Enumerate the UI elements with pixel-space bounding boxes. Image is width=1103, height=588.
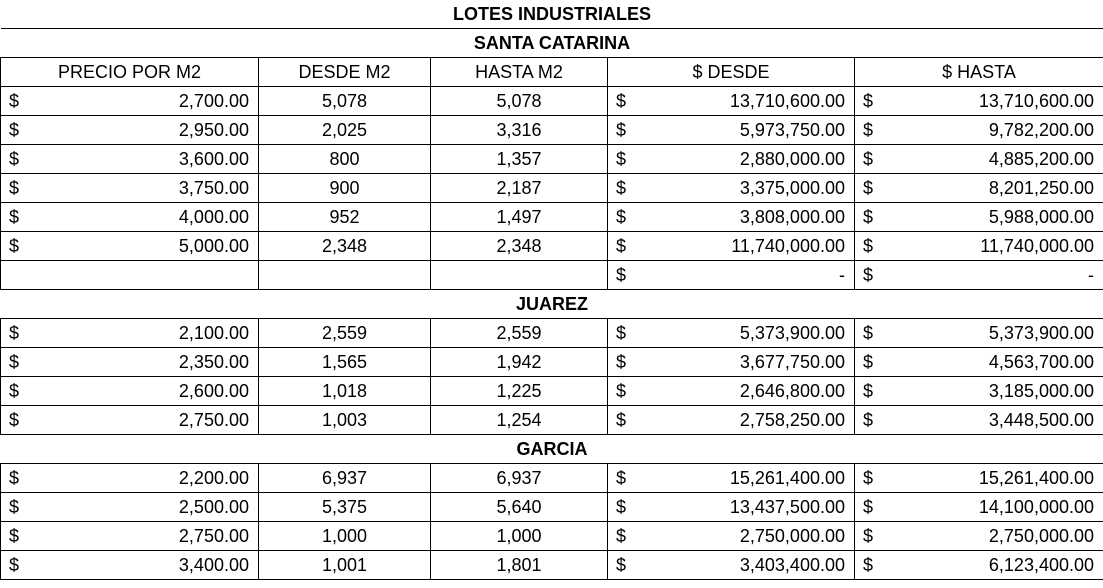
empty-row bbox=[1, 261, 1103, 290]
precio-por-m2-cell: 2,950.00 bbox=[31, 116, 259, 145]
hasta-m2-cell: 1,357 bbox=[431, 145, 608, 174]
precio-por-m2-cell: 2,100.00 bbox=[31, 319, 259, 348]
currency-sign: $ bbox=[608, 232, 638, 261]
desde-monto-cell: 13,710,600.00 bbox=[638, 87, 855, 116]
hasta-m2-cell: 6,937 bbox=[431, 464, 608, 493]
precio-por-m2-cell: 4,000.00 bbox=[31, 203, 259, 232]
table-row bbox=[1, 348, 1103, 377]
desde-m2-cell: 1,003 bbox=[259, 406, 431, 435]
section-row-santa-catarina bbox=[1, 29, 1103, 58]
hasta-monto-cell: 3,185,000.00 bbox=[885, 377, 1103, 406]
section-title-santa-catarina: SANTA CATARINA bbox=[1, 29, 1103, 58]
currency-sign: $ bbox=[608, 522, 638, 551]
currency-sign: $ bbox=[855, 203, 885, 232]
currency-sign: $ bbox=[1, 348, 31, 377]
desde-m2-cell: 5,375 bbox=[259, 493, 431, 522]
currency-sign: $ bbox=[608, 116, 638, 145]
empty-cell bbox=[259, 261, 431, 290]
hasta-monto-cell: 6,123,400.00 bbox=[885, 551, 1103, 580]
currency-sign: $ bbox=[608, 406, 638, 435]
hasta-m2-cell: 5,640 bbox=[431, 493, 608, 522]
hasta-monto-cell: 9,782,200.00 bbox=[885, 116, 1103, 145]
currency-sign: $ bbox=[855, 145, 885, 174]
hasta-m2-cell: 1,801 bbox=[431, 551, 608, 580]
desde-monto-cell: 3,677,750.00 bbox=[638, 348, 855, 377]
table-row bbox=[1, 406, 1103, 435]
currency-sign: $ bbox=[1, 116, 31, 145]
precio-por-m2-cell: 2,700.00 bbox=[31, 87, 259, 116]
currency-sign: $ bbox=[855, 174, 885, 203]
desde-monto-cell: 3,375,000.00 bbox=[638, 174, 855, 203]
hasta-monto-cell: 4,563,700.00 bbox=[885, 348, 1103, 377]
currency-sign: $ bbox=[855, 551, 885, 580]
hasta-monto-cell: 5,373,900.00 bbox=[885, 319, 1103, 348]
desde-m2-cell: 900 bbox=[259, 174, 431, 203]
currency-sign: $ bbox=[608, 493, 638, 522]
hasta-m2-cell: 3,316 bbox=[431, 116, 608, 145]
desde-m2-cell: 1,000 bbox=[259, 522, 431, 551]
desde-monto-cell: 3,808,000.00 bbox=[638, 203, 855, 232]
desde-m2-cell: 2,559 bbox=[259, 319, 431, 348]
hasta-m2-cell: 5,078 bbox=[431, 87, 608, 116]
desde-monto-cell: 15,261,400.00 bbox=[638, 464, 855, 493]
currency-sign: $ bbox=[855, 377, 885, 406]
currency-sign: $ bbox=[608, 145, 638, 174]
currency-sign: $ bbox=[1, 406, 31, 435]
section-title-garcia: GARCIA bbox=[1, 435, 1103, 464]
currency-sign: $ bbox=[855, 261, 885, 290]
hasta-monto-cell: 15,261,400.00 bbox=[885, 464, 1103, 493]
desde-monto-cell: 5,973,750.00 bbox=[638, 116, 855, 145]
hasta-monto-cell: 14,100,000.00 bbox=[885, 493, 1103, 522]
precio-por-m2-cell: 5,000.00 bbox=[31, 232, 259, 261]
precio-por-m2-cell: 2,750.00 bbox=[31, 406, 259, 435]
desde-monto-cell: 2,646,800.00 bbox=[638, 377, 855, 406]
desde-monto-cell: 2,758,250.00 bbox=[638, 406, 855, 435]
currency-sign: $ bbox=[855, 522, 885, 551]
currency-sign: $ bbox=[855, 348, 885, 377]
table-row bbox=[1, 232, 1103, 261]
currency-sign: $ bbox=[855, 464, 885, 493]
hasta-m2-cell: 1,497 bbox=[431, 203, 608, 232]
desde-monto-dash: - bbox=[638, 261, 855, 290]
table-row bbox=[1, 174, 1103, 203]
table-row bbox=[1, 145, 1103, 174]
precio-por-m2-cell: 3,750.00 bbox=[31, 174, 259, 203]
hasta-monto-cell: 13,710,600.00 bbox=[885, 87, 1103, 116]
currency-sign: $ bbox=[608, 261, 638, 290]
header-desde-m2: DESDE M2 bbox=[259, 58, 431, 87]
hasta-m2-cell: 2,348 bbox=[431, 232, 608, 261]
precio-por-m2-cell: 3,400.00 bbox=[31, 551, 259, 580]
currency-sign: $ bbox=[1, 87, 31, 116]
currency-sign: $ bbox=[1, 232, 31, 261]
desde-m2-cell: 5,078 bbox=[259, 87, 431, 116]
currency-sign: $ bbox=[1, 319, 31, 348]
precio-por-m2-cell: 2,750.00 bbox=[31, 522, 259, 551]
hasta-monto-cell: 3,448,500.00 bbox=[885, 406, 1103, 435]
table-row bbox=[1, 493, 1103, 522]
header-hasta-monto: $ HASTA bbox=[855, 58, 1103, 87]
desde-m2-cell: 2,348 bbox=[259, 232, 431, 261]
currency-sign: $ bbox=[1, 377, 31, 406]
hasta-monto-cell: 5,988,000.00 bbox=[885, 203, 1103, 232]
desde-monto-cell: 11,740,000.00 bbox=[638, 232, 855, 261]
hasta-monto-cell: 8,201,250.00 bbox=[885, 174, 1103, 203]
section-row-juarez bbox=[1, 290, 1103, 319]
desde-monto-cell: 2,750,000.00 bbox=[638, 522, 855, 551]
currency-sign: $ bbox=[1, 551, 31, 580]
table-row bbox=[1, 203, 1103, 232]
hasta-monto-cell: 4,885,200.00 bbox=[885, 145, 1103, 174]
desde-m2-cell: 1,001 bbox=[259, 551, 431, 580]
precio-por-m2-cell: 2,600.00 bbox=[31, 377, 259, 406]
desde-m2-cell: 6,937 bbox=[259, 464, 431, 493]
page-title: LOTES INDUSTRIALES bbox=[1, 0, 1103, 29]
table-body bbox=[1, 0, 1103, 580]
currency-sign: $ bbox=[855, 116, 885, 145]
hasta-monto-cell: 11,740,000.00 bbox=[885, 232, 1103, 261]
currency-sign: $ bbox=[608, 319, 638, 348]
table-row bbox=[1, 87, 1103, 116]
currency-sign: $ bbox=[1, 493, 31, 522]
currency-sign: $ bbox=[608, 377, 638, 406]
currency-sign: $ bbox=[608, 87, 638, 116]
currency-sign: $ bbox=[608, 203, 638, 232]
table-row bbox=[1, 522, 1103, 551]
desde-monto-cell: 13,437,500.00 bbox=[638, 493, 855, 522]
currency-sign: $ bbox=[608, 174, 638, 203]
table-row bbox=[1, 116, 1103, 145]
hasta-m2-cell: 1,225 bbox=[431, 377, 608, 406]
currency-sign: $ bbox=[855, 319, 885, 348]
hasta-monto-dash: - bbox=[885, 261, 1103, 290]
precio-por-m2-cell: 3,600.00 bbox=[31, 145, 259, 174]
hasta-m2-cell: 1,942 bbox=[431, 348, 608, 377]
hasta-m2-cell: 1,000 bbox=[431, 522, 608, 551]
hasta-m2-cell: 1,254 bbox=[431, 406, 608, 435]
precio-por-m2-cell: 2,500.00 bbox=[31, 493, 259, 522]
header-precio-m2: PRECIO POR M2 bbox=[1, 58, 259, 87]
currency-sign: $ bbox=[1, 174, 31, 203]
header-desde-monto: $ DESDE bbox=[608, 58, 855, 87]
title-row bbox=[1, 0, 1103, 29]
hasta-monto-cell: 2,750,000.00 bbox=[885, 522, 1103, 551]
empty-cell bbox=[1, 261, 259, 290]
desde-m2-cell: 1,018 bbox=[259, 377, 431, 406]
desde-monto-cell: 3,403,400.00 bbox=[638, 551, 855, 580]
hasta-m2-cell: 2,559 bbox=[431, 319, 608, 348]
header-hasta-m2: HASTA M2 bbox=[431, 58, 608, 87]
currency-sign: $ bbox=[1, 203, 31, 232]
currency-sign: $ bbox=[608, 551, 638, 580]
currency-sign: $ bbox=[608, 348, 638, 377]
currency-sign: $ bbox=[1, 145, 31, 174]
header-row bbox=[1, 58, 1103, 87]
desde-m2-cell: 2,025 bbox=[259, 116, 431, 145]
table-row bbox=[1, 464, 1103, 493]
currency-sign: $ bbox=[855, 406, 885, 435]
desde-monto-cell: 2,880,000.00 bbox=[638, 145, 855, 174]
desde-monto-cell: 5,373,900.00 bbox=[638, 319, 855, 348]
currency-sign: $ bbox=[1, 464, 31, 493]
precio-por-m2-cell: 2,350.00 bbox=[31, 348, 259, 377]
currency-sign: $ bbox=[608, 464, 638, 493]
table-row bbox=[1, 319, 1103, 348]
precio-por-m2-cell: 2,200.00 bbox=[31, 464, 259, 493]
table-row bbox=[1, 551, 1103, 580]
desde-m2-cell: 952 bbox=[259, 203, 431, 232]
desde-m2-cell: 1,565 bbox=[259, 348, 431, 377]
currency-sign: $ bbox=[855, 232, 885, 261]
currency-sign: $ bbox=[1, 522, 31, 551]
section-row-garcia bbox=[1, 435, 1103, 464]
empty-cell bbox=[431, 261, 608, 290]
section-title-juarez: JUAREZ bbox=[1, 290, 1103, 319]
hasta-m2-cell: 2,187 bbox=[431, 174, 608, 203]
desde-m2-cell: 800 bbox=[259, 145, 431, 174]
currency-sign: $ bbox=[855, 493, 885, 522]
currency-sign: $ bbox=[855, 87, 885, 116]
table-row bbox=[1, 377, 1103, 406]
